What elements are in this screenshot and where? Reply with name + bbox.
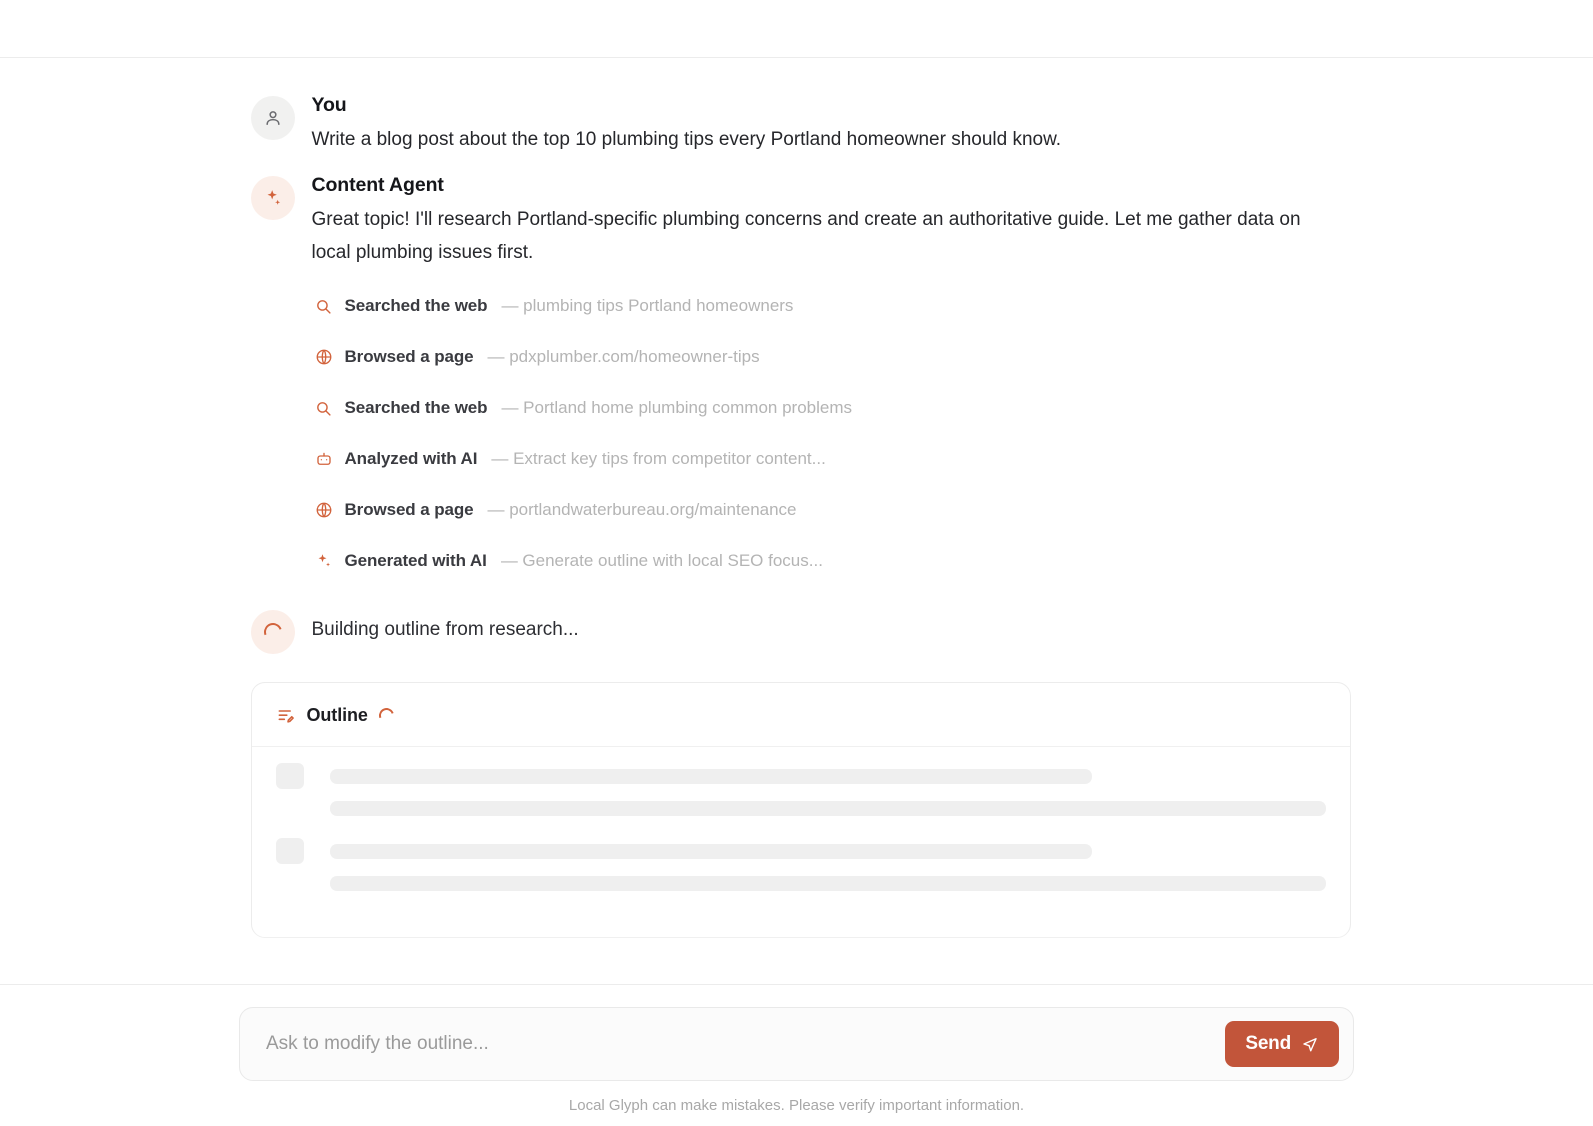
search-icon xyxy=(313,397,335,419)
globe-icon xyxy=(313,499,335,521)
agent-status-row xyxy=(251,608,1347,654)
skeleton-item xyxy=(276,763,1326,816)
conversation-scroll-area[interactable] xyxy=(0,58,1593,984)
send-icon xyxy=(1301,1035,1319,1053)
avatar xyxy=(251,96,295,140)
message-author: Content Agent xyxy=(311,174,444,196)
tool-call-row[interactable] xyxy=(313,346,1347,368)
disclaimer-text: Local Glyph can make mistakes. Please verify important information. xyxy=(568,1097,1025,1114)
tool-call-label: Generated with AI xyxy=(344,551,487,570)
tool-call-row[interactable] xyxy=(313,550,1347,572)
avatar xyxy=(251,176,295,220)
message-author: You xyxy=(311,94,347,116)
status-text: Building outline from research... xyxy=(311,619,579,640)
outline-card xyxy=(251,682,1351,938)
tool-call-row[interactable] xyxy=(313,499,1347,521)
tool-call-row[interactable] xyxy=(313,397,1347,419)
tool-call-label: Analyzed with AI xyxy=(344,449,478,468)
top-bar xyxy=(0,0,1593,58)
skeleton-bar xyxy=(330,844,1092,859)
status-avatar xyxy=(251,610,295,654)
composer[interactable] xyxy=(239,1007,1354,1081)
tool-call-detail: — pdxplumber.com/homeowner-tips xyxy=(487,347,760,366)
skeleton-box xyxy=(276,838,304,864)
tool-call-label: Searched the web xyxy=(344,296,488,315)
message-body xyxy=(312,94,1347,156)
tool-call-detail: — Portland home plumbing common problems xyxy=(501,398,853,417)
sparkles-icon xyxy=(263,188,283,208)
outline-card-title: Outline xyxy=(306,705,368,725)
conversation-column xyxy=(247,94,1347,938)
message-body xyxy=(312,174,1347,572)
tool-call-list xyxy=(313,295,1347,572)
message-user xyxy=(251,94,1347,156)
tool-call-detail: — plumbing tips Portland homeowners xyxy=(501,296,794,315)
message-agent xyxy=(251,174,1347,572)
outline-card-body xyxy=(252,747,1350,937)
composer-area xyxy=(0,984,1593,1126)
tool-call-row[interactable] xyxy=(313,448,1347,470)
search-icon xyxy=(313,295,335,317)
person-icon xyxy=(263,108,283,128)
tool-call-label: Browsed a page xyxy=(344,347,474,366)
tool-call-detail: — portlandwaterbureau.org/maintenance xyxy=(487,500,797,519)
robot-icon xyxy=(313,448,335,470)
send-button-label: Send xyxy=(1245,1033,1291,1054)
globe-icon xyxy=(313,346,335,368)
message-text: Write a blog post about the top 10 plumbing tips every Portland homeowner should know. xyxy=(311,129,1062,150)
message-input[interactable] xyxy=(264,1032,1225,1056)
skeleton-bar xyxy=(330,769,1092,784)
skeleton-box xyxy=(276,763,304,789)
sparkles-icon xyxy=(313,550,335,572)
spinner-icon xyxy=(261,620,285,644)
outline-icon xyxy=(276,706,296,726)
skeleton-bar xyxy=(330,801,1326,816)
skeleton-bar xyxy=(330,876,1326,891)
send-button[interactable] xyxy=(1225,1021,1339,1067)
outline-card-header xyxy=(252,683,1350,747)
tool-call-detail: — Generate outline with local SEO focus... xyxy=(500,551,823,570)
spinner-icon xyxy=(376,706,396,726)
tool-call-row[interactable] xyxy=(313,295,1347,317)
skeleton-item xyxy=(276,838,1326,891)
tool-call-detail: — Extract key tips from competitor content... xyxy=(491,449,826,468)
message-text: Great topic! I'll research Portland-specific plumbing concerns and create an authoritative guide. Let me gather data on local plumbing issues first. xyxy=(311,209,1301,263)
tool-call-label: Browsed a page xyxy=(344,500,474,519)
tool-call-label: Searched the web xyxy=(344,398,488,417)
